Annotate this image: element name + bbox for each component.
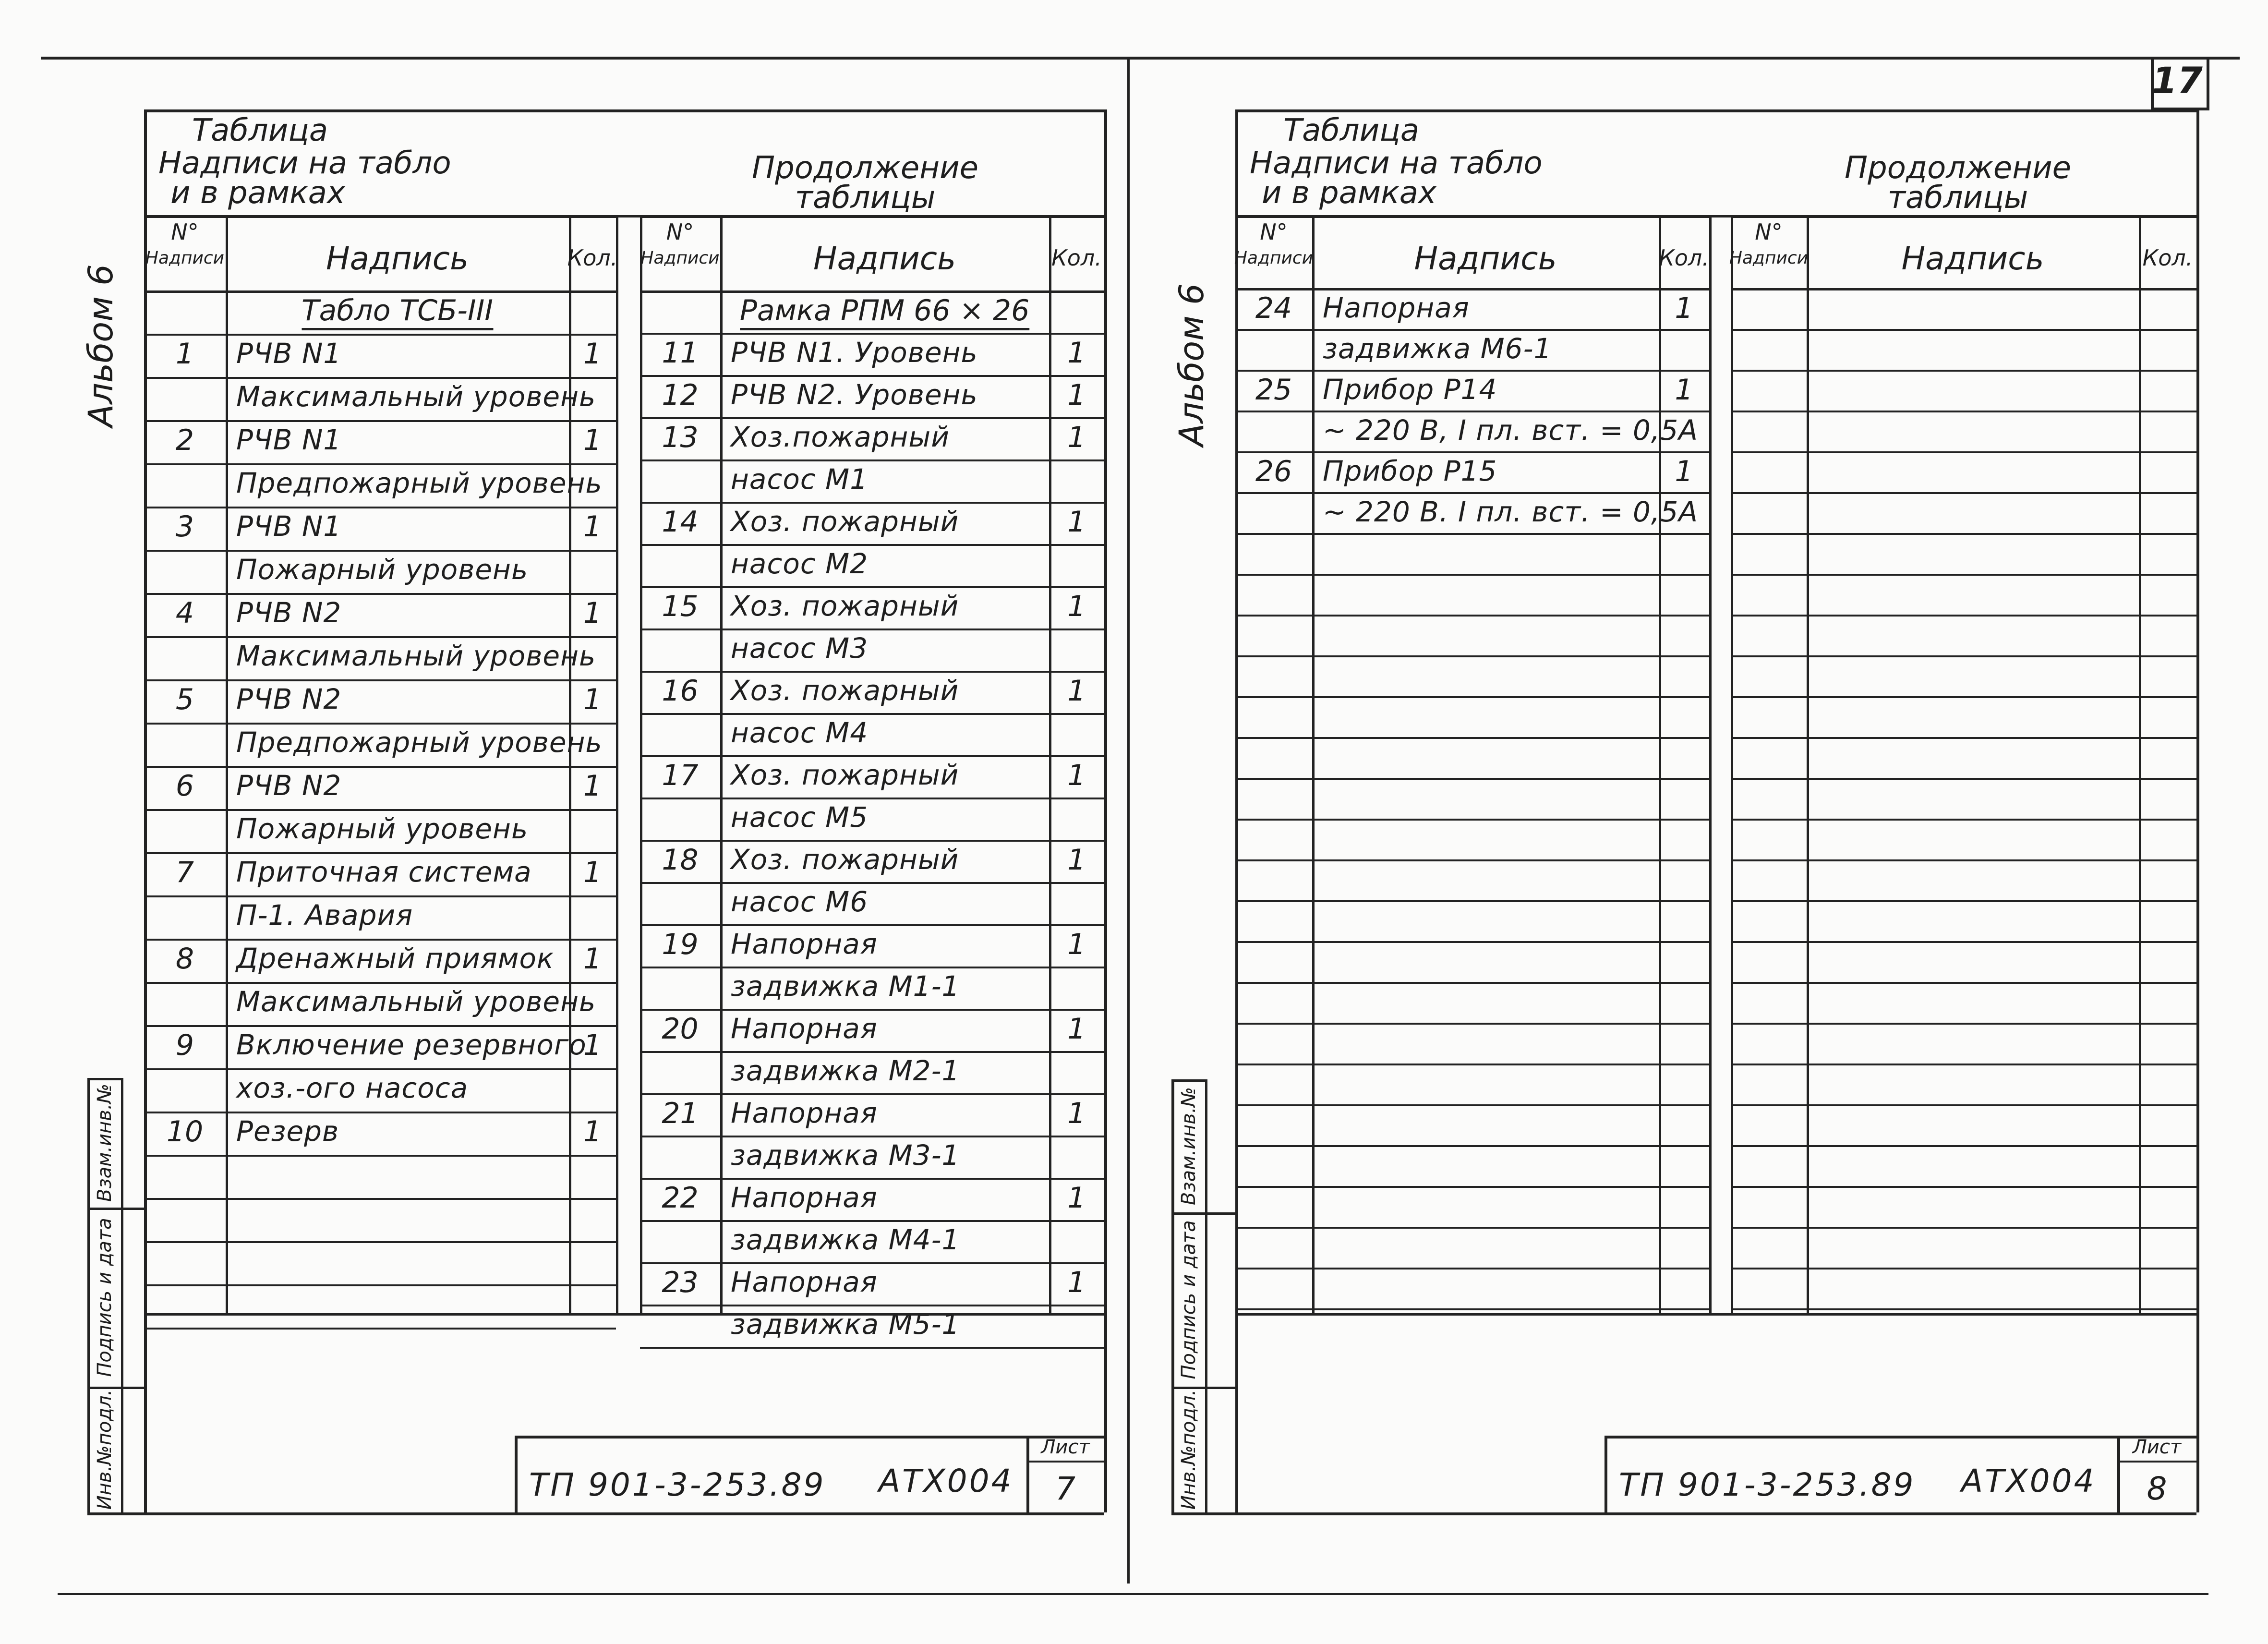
row-number: 22 [662,1181,699,1215]
col-header-num: N° [666,219,694,245]
row-line [640,375,1104,377]
row-text: насос М6 [731,885,869,918]
row-text: насос М2 [731,547,869,580]
row-number: 12 [662,378,699,412]
frame-bottom-line [87,1512,1104,1515]
table-header-bottom-line [1235,288,1709,290]
row-line [1731,1104,2196,1106]
row-text: Дренажный приямок [236,942,554,975]
row-line [144,895,616,897]
row-qty: 1 [583,856,602,889]
row-text: насос М5 [731,801,869,834]
stamp-top-line [87,1078,121,1080]
row-line [144,377,616,379]
row-line [1235,737,1709,739]
stamp-label-2: Взам.инв.№ [1178,1087,1200,1205]
row-qty: 1 [1067,336,1086,370]
row-line [1731,492,2196,494]
row-number: 17 [662,759,699,792]
row-text: задвижка М1-1 [731,970,960,1003]
table-left-line [1731,215,1733,1313]
row-qty: 1 [583,510,602,544]
table-header-top-line [144,215,616,218]
title-block-top-line [144,1313,1104,1316]
row-qty: 1 [583,769,602,803]
row-line [1235,1064,1709,1065]
row-line [640,755,1104,757]
stamp-divider-line [1171,1387,1238,1389]
row-text: Хоз. пожарный [731,674,959,707]
stamp-divider-line [87,1208,146,1210]
table-title: Таблица [1283,113,1420,148]
title-block-sheet-divider [2117,1461,2196,1463]
row-line [1731,451,2196,453]
row-number: 20 [662,1012,699,1046]
row-qty: 1 [1675,455,1693,488]
row-number: 4 [175,596,194,630]
row-text: Хоз. пожарный [731,759,959,791]
row-line [1235,655,1709,657]
row-qty: 1 [1067,1266,1086,1299]
row-qty: 1 [583,942,602,976]
row-number: 26 [1255,455,1292,488]
title-block-top-line [1235,1313,2196,1316]
row-line [144,1112,616,1113]
table-left-line [1235,215,1238,1313]
row-number: 11 [662,336,699,370]
col-header-num-sub: Надписи [1729,248,1809,268]
row-text: РЧВ N1 [236,337,342,370]
row-line [640,629,1104,630]
row-line [1235,1227,1709,1229]
table-title-line2: Надписи на табло [1250,145,1543,181]
table-left-line [640,215,642,1313]
frame-bottom-line [1171,1512,2196,1515]
row-line [1235,982,1709,984]
row-line [1731,1186,2196,1188]
table-title-line3: и в рамках [170,175,345,211]
title-block-sheet-line [2117,1436,2120,1512]
row-text: Максимальный уровень [236,380,596,413]
row-line [144,1155,616,1157]
row-text: РЧВ N1 [236,423,342,456]
center-fold-line [1127,57,1130,1584]
row-number: 10 [166,1115,204,1148]
row-qty: 1 [1067,590,1086,623]
row-number: 24 [1255,291,1292,325]
col-header-num: N° [1755,219,1783,245]
row-text: Включение резервного [236,1028,587,1061]
row-line [144,334,616,336]
row-number: 3 [175,510,194,544]
row-line [1731,411,2196,412]
sheet-number: 8 [2147,1470,2167,1507]
row-line [144,1284,616,1286]
col-header-text: Надпись [1414,240,1557,277]
col-header-num-sub: Надписи [145,248,225,268]
row-line [1731,615,2196,616]
row-line [1731,533,2196,535]
col-header-qty: Кол. [567,245,618,271]
stamp-label-0: Инв.№подл. [94,1389,116,1510]
col-header-qty: Кол. [2142,245,2193,271]
row-qty: 1 [583,1115,602,1148]
row-number: 25 [1255,373,1292,407]
row-line [144,636,616,638]
table-header-bottom-line [144,290,616,293]
table-heading: Табло ТСБ-III [302,296,493,330]
col-header-num-sub: Надписи [640,248,720,268]
row-text: хоз.-ого насоса [236,1072,469,1104]
row-line [1235,533,1709,535]
row-text: задвижка М4-1 [731,1223,960,1256]
row-line [1731,1064,2196,1065]
row-line [144,766,616,768]
row-text: задвижка М5-1 [731,1308,960,1341]
row-text: П-1. Авария [236,899,413,931]
row-line [640,1262,1104,1264]
row-qty: 1 [1067,1181,1086,1215]
row-text: Хоз. пожарный [731,590,959,622]
stamp-inner-line [1205,1079,1207,1512]
col-header-text: Надпись [326,240,469,277]
row-line [144,809,616,811]
row-qty: 1 [583,683,602,716]
row-line [640,798,1104,799]
row-line [1235,778,1709,780]
row-text: Прибор Р14 [1323,373,1497,406]
row-line [1235,859,1709,861]
row-qty: 1 [1067,674,1086,708]
row-line [640,1220,1104,1222]
row-line [1731,1023,2196,1025]
row-number: 9 [175,1028,194,1062]
table-right-line [1104,215,1107,1313]
title-block-line [515,1436,1104,1438]
row-line [640,1347,1104,1349]
table-header-top-line [1235,215,1709,218]
sheet-number: 7 [1055,1470,1075,1507]
stamp-divider-line [87,1387,146,1389]
row-number: 23 [662,1266,699,1299]
col-header-qty: Кол. [1051,245,1102,271]
row-number: 8 [175,942,194,976]
col-header-text: Надпись [1901,240,2044,277]
row-text: насос М4 [731,716,869,749]
row-line [144,550,616,552]
table-col-line [1659,215,1661,1313]
document-code: ТП 901-3-253.89 [529,1466,826,1503]
album-label: Альбом 6 [81,264,121,427]
row-number: 16 [662,674,699,708]
row-line [1235,1308,1709,1310]
table-heading: Рамка РПМ 66 × 26 [740,296,1030,330]
row-text: РЧВ N2 [236,596,342,629]
title-block-sheet-divider [1026,1461,1104,1463]
title-block-sheet-line [1026,1436,1029,1512]
col-header-num: N° [171,219,199,245]
row-line [144,1068,616,1070]
row-text: Приточная система [236,856,532,888]
row-qty: 1 [583,337,602,371]
row-line [144,593,616,595]
row-number: 18 [662,843,699,877]
row-line [1731,1145,2196,1147]
table-left-line [144,215,146,1313]
row-line [640,502,1104,504]
row-line [640,840,1104,842]
row-text: Хоз. пожарный [731,505,959,538]
row-text: насос М3 [731,632,869,665]
stamp-divider-line [1171,1212,1238,1215]
table-title-line3: и в рамках [1262,175,1436,211]
row-line [1235,1023,1709,1025]
col-header-qty: Кол. [1659,245,1709,271]
row-line [144,723,616,725]
row-line [640,1093,1104,1095]
row-line [144,1328,616,1330]
row-text: Предпожарный уровень [236,726,603,759]
row-line [1235,1268,1709,1269]
row-qty: 1 [1067,421,1086,454]
col-header-num-sub: Надписи [1234,248,1314,268]
table-title-line2: Надписи на табло [158,145,451,181]
row-line [144,1025,616,1027]
table-header-top-line [1731,215,2196,218]
table-col-line [1049,215,1051,1313]
row-line [1235,411,1709,412]
row-line [1731,574,2196,576]
stamp-label-1: Подпись и дата [94,1217,116,1377]
row-number: 6 [175,769,194,803]
row-qty: 1 [1067,1012,1086,1046]
row-qty: 1 [1067,1097,1086,1130]
row-line [640,1009,1104,1011]
row-number: 19 [662,928,699,961]
row-text: Резерв [236,1115,339,1148]
row-line [1731,696,2196,698]
row-text: задвижка М2-1 [731,1054,960,1087]
table-col-line [1312,215,1315,1313]
row-line [144,939,616,941]
row-line [1731,982,2196,984]
row-line [1235,329,1709,331]
continuation-title-line2: таблицы [1887,180,2028,216]
row-qty: 1 [1067,759,1086,792]
row-qty: 1 [1067,843,1086,877]
row-number: 14 [662,505,699,539]
row-line [640,1136,1104,1137]
row-number: 21 [662,1097,699,1130]
sheet-label: Лист [1041,1436,1090,1458]
table-title: Таблица [192,113,328,148]
row-line [1731,737,2196,739]
row-line [144,1198,616,1200]
bottom-cut-line [58,1593,2208,1595]
row-line [1235,941,1709,943]
row-line [1731,941,2196,943]
title-block-line [1604,1436,2196,1438]
row-text: РЧВ N1 [236,510,342,543]
row-line [1235,451,1709,453]
row-line [1235,1104,1709,1106]
row-line [1731,859,2196,861]
row-text: Прибор Р15 [1323,455,1497,487]
row-qty: 1 [583,1028,602,1062]
row-line [640,417,1104,419]
stamp-outer-line [87,1078,90,1512]
row-text: Напорная [731,928,878,960]
row-text: Напорная [731,1181,878,1214]
row-line [1235,370,1709,372]
row-number: 15 [662,590,699,623]
row-line [1731,370,2196,372]
row-line [1235,1145,1709,1147]
title-block-left-line [515,1436,518,1512]
row-line [144,507,616,508]
document-code: ТП 901-3-253.89 [1619,1466,1916,1503]
row-qty: 1 [583,423,602,457]
continuation-title: Продолжение [1844,150,2072,186]
row-line [640,1305,1104,1306]
row-text: насос М1 [731,463,869,496]
continuation-title: Продолжение [751,150,979,186]
document-mark: АТХ004 [1961,1463,2096,1499]
stamp-outer-line [1171,1079,1174,1512]
row-number: 13 [662,421,699,454]
row-text: Пожарный уровень [236,812,529,845]
title-block-left-line [1604,1436,1607,1512]
row-line [640,586,1104,588]
continuation-title-line2: таблицы [795,180,936,216]
row-line [1235,900,1709,902]
stamp-top-line [1171,1079,1205,1082]
row-line [1731,655,2196,657]
table-col-line [2139,215,2141,1313]
row-line [640,544,1104,546]
table-right-line [616,215,618,1313]
row-number: 2 [175,423,194,457]
frame-top-line [144,109,1104,112]
row-line [1235,492,1709,494]
row-text: Напорная [1323,291,1470,324]
row-line [144,982,616,984]
stamp-label-2: Взам.инв.№ [94,1083,116,1202]
row-qty: 1 [1675,291,1693,325]
stamp-label-1: Подпись и дата [1178,1220,1200,1379]
row-line [640,882,1104,884]
row-line [1235,574,1709,576]
row-number: 5 [175,683,194,716]
row-text: задвижка М3-1 [731,1139,960,1172]
album-label: Альбом 6 [1172,283,1211,447]
row-text: ~ 220 В, I пл. вст. = 0,5А [1323,414,1698,447]
row-text: Напорная [731,1266,878,1298]
row-line [1731,819,2196,821]
row-text: Напорная [731,1097,878,1129]
table-right-line [2196,215,2199,1313]
row-line [640,333,1104,335]
row-text: Максимальный уровень [236,985,596,1018]
row-line [1731,1308,2196,1310]
row-text: Хоз.пожарный [731,421,950,453]
document-mark: АТХ004 [879,1463,1013,1499]
table-header-top-line [640,215,1104,218]
table-header-bottom-line [1731,288,2196,290]
row-text: ~ 220 В. I пл. вст. = 0,5А [1323,496,1698,528]
row-line [640,459,1104,461]
row-qty: 1 [1675,373,1693,407]
row-text: Хоз. пожарный [731,843,959,876]
col-header-text: Надпись [813,240,956,277]
row-line [1731,329,2196,331]
row-line [640,924,1104,926]
row-line [1731,1268,2196,1269]
row-line [144,852,616,854]
top-border-line [41,57,2240,60]
frame-top-line [1235,109,2196,112]
table-col-line [1807,215,1809,1313]
sheet-label: Лист [2132,1436,2182,1458]
row-line [144,463,616,465]
row-line [640,671,1104,673]
row-line [1731,900,2196,902]
row-text: РЧВ N1. Уровень [731,336,978,369]
row-number: 1 [175,337,194,371]
row-text: Предпожарный уровень [236,467,603,499]
row-line [640,967,1104,968]
row-line [640,1051,1104,1053]
row-number: 7 [175,856,194,889]
row-text: РЧВ N2 [236,769,342,802]
row-text: РЧВ N2 [236,683,342,715]
table-right-line [1709,215,1712,1313]
row-qty: 1 [1067,928,1086,961]
row-line [1235,696,1709,698]
row-text: задвижка М6-1 [1323,332,1552,365]
table-col-line [720,215,723,1313]
page-number: 17 [2152,59,2203,102]
row-line [144,679,616,681]
row-qty: 1 [583,596,602,630]
col-header-num: N° [1260,219,1288,245]
row-line [144,420,616,422]
row-qty: 1 [1067,378,1086,412]
row-text: Максимальный уровень [236,640,596,672]
stamp-label-0: Инв.№подл. [1178,1389,1200,1510]
row-line [640,713,1104,715]
row-text: Напорная [731,1012,878,1045]
table-col-line [226,215,228,1313]
row-line [1731,778,2196,780]
stamp-inner-line [121,1078,123,1512]
row-line [1731,1227,2196,1229]
row-line [144,1241,616,1243]
row-line [1235,615,1709,616]
row-qty: 1 [1067,505,1086,539]
table-header-bottom-line [640,290,1104,293]
row-line [1235,819,1709,821]
row-line [640,1178,1104,1180]
row-text: Пожарный уровень [236,553,529,586]
row-line [1235,1186,1709,1188]
row-text: РЧВ N2. Уровень [731,378,978,411]
